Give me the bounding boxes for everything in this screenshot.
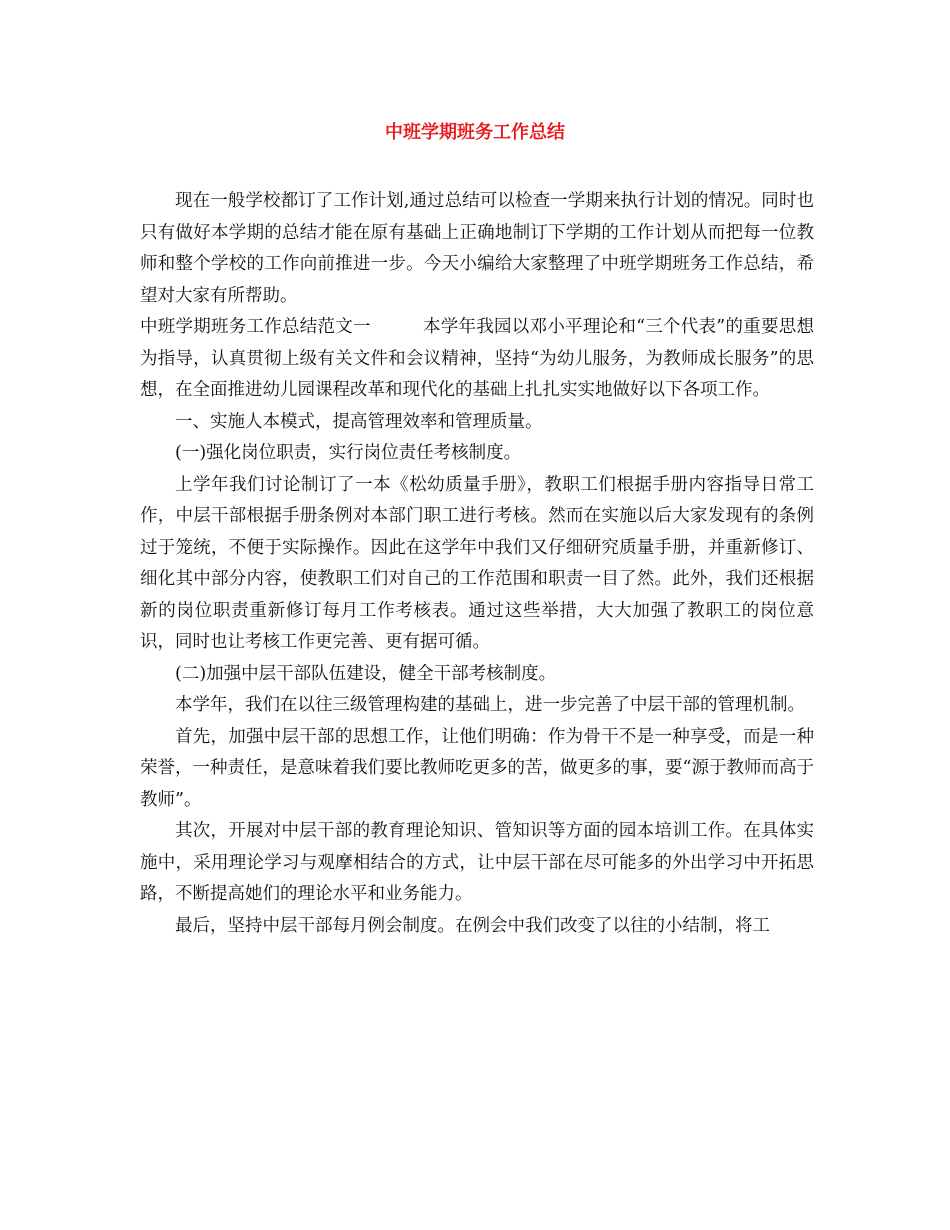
paragraph: 一、实施人本模式，提高管理效率和管理质量。 bbox=[175, 411, 543, 432]
paragraph: 首先，加强中层干部的思想工作，让他们明确：作为骨干不是一种享受，而是一种荣誉，一种责任，是意味着我们要比教师吃更多的苦，做更多的事，要“源于教师而高于教师”。 bbox=[140, 726, 814, 810]
paragraph: (二)加强中层干部队伍建设，健全干部考核制度。 bbox=[175, 663, 557, 684]
document-title: 中班学期班务工作总结 bbox=[385, 122, 565, 143]
paragraph: 现在一般学校都订了工作计划,通过总结可以检查一学期来执行计划的情况。同时也只有做好本学期的总结才能在原有基础上正确地制订下学期的工作计划从而把每一位教师和整个学校的工作向前推进一步。今天小编给大家整理了中班学期班务工作总结，希望对大家有所帮助。 bbox=[140, 191, 814, 306]
section-heading: 中班学期班务工作总结范文一 bbox=[140, 317, 371, 337]
paragraph-text: 本学年我园以邓小平理论和“三个代表”的重要思想为指导，认真贯彻上级有关文件和会议精神，坚持“为幼儿服务，为教师成长服务”的思想，在全面推进幼儿园课程改革和现代化的基础上扎扎实实地做好以下各项工作。 bbox=[140, 317, 814, 400]
paragraph bbox=[140, 312, 814, 407]
paragraph: (一)强化岗位职责，实行岗位责任考核制度。 bbox=[175, 443, 522, 463]
paragraph: 最后，坚持中层干部每月例会制度。在例会中我们改变了以往的小结制，将工 bbox=[175, 915, 770, 936]
paragraph: 本学年，我们在以往三级管理构建的基础上，进一步完善了中层干部的管理机制。 bbox=[175, 695, 805, 715]
paragraph: 上学年我们讨论制订了一本《松幼质量手册》，教职工们根据手册内容指导日常工作，中层干部根据手册条例对本部门职工进行考核。然而在实施以后大家发现有的条例过于笼统，不便于实际操作。因此在这学年中我们又仔细研究质量手册，并重新修订、细化其中部分内容，使教职工们对自己的工作范围和职责一目了然。此外，我们还根据新的岗位职责重新修订每月工作考核表。通过这些举措，大大加强了教职工的岗位意识，同时也让考核工作更完善、更有据可循。 bbox=[140, 474, 814, 652]
paragraph: 其次，开展对中层干部的教育理论知识、管知识等方面的园本培训工作。在具体实施中，采用理论学习与观摩相结合的方式，让中层干部在尽可能多的外出学习中开拓思路，不断提高她们的理论水平和业务能力。 bbox=[140, 821, 814, 904]
document-body bbox=[140, 186, 814, 942]
